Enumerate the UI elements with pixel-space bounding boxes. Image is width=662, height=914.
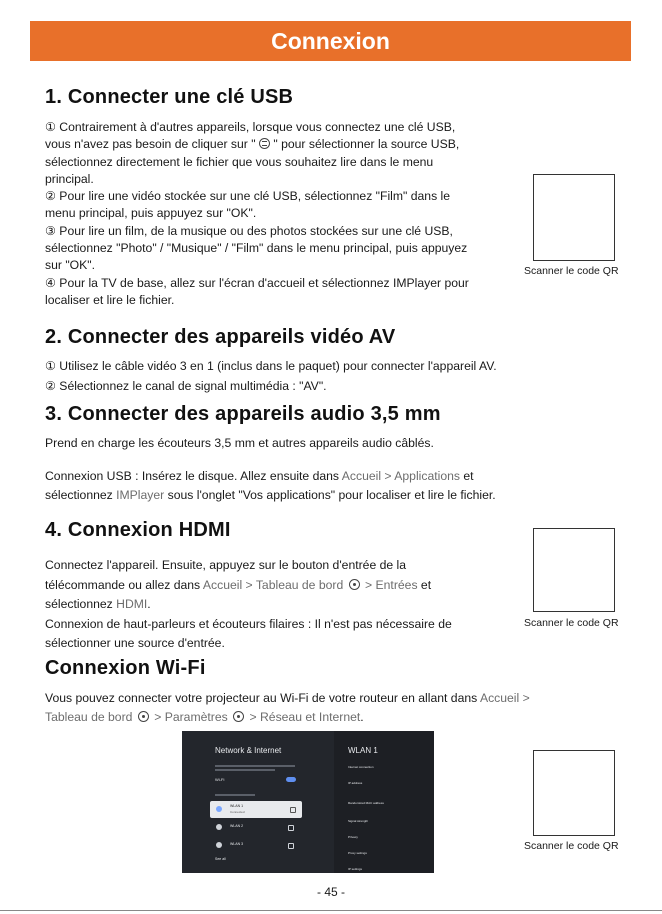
audio-line-3: sélectionnez IMPlayer sous l'onglet "Vos applications" pour localiser et lire le fichier. <box>45 488 496 502</box>
usb-line-9: sur "OK". <box>45 258 95 273</box>
usb-line-2: vous n'avez pas besoin de cliquer sur " " pour sélectionner la source USB, <box>45 137 460 152</box>
usb-paragraph <box>45 119 525 309</box>
tv-wifi-toggle <box>286 777 296 782</box>
tv-r4: Signal strength <box>348 819 369 823</box>
av-line-1: ① Utilisez le câble vidéo 3 en 1 (inclus dans le paquet) pour connecter l'appareil AV. <box>45 359 497 373</box>
tv-lock-icon-3 <box>288 843 294 849</box>
tv-r1: Internet connection <box>348 765 374 769</box>
tv-r3: Randomized MAC address <box>348 801 384 805</box>
menu-icon <box>259 138 270 149</box>
wifi-line-1: Vous pouvez connecter votre projecteur au Wi-Fi de votre routeur en allant dans Accueil > <box>45 691 530 705</box>
hdmi-line-1: Connectez l'appareil. Ensuite, appuyez sur le bouton d'entrée de la <box>45 558 407 572</box>
tv-r5: Privacy <box>348 835 358 839</box>
tv-network-row-1 <box>210 801 302 818</box>
audio-line-2: Connexion USB : Insérez le disque. Allez ensuite dans Accueil > Applications et <box>45 469 474 483</box>
hdmi-line-3: sélectionnez HDMI. <box>45 597 151 611</box>
tv-network-row-2 <box>210 821 302 833</box>
tv-net3-name: WLAN 3 <box>230 842 244 846</box>
tv-desc-line-2 <box>215 769 275 771</box>
av-line-2: ② Sélectionnez le canal de signal multimédia : "AV". <box>45 379 327 394</box>
tv-net1-status: Connected <box>230 810 245 814</box>
settings-gear-icon <box>233 711 244 722</box>
tv-wifi-icon-3 <box>216 842 222 848</box>
heading-wifi: Connexion Wi-Fi <box>45 657 206 679</box>
tv-network-row-3 <box>210 839 302 851</box>
tv-wifi-icon-1 <box>216 806 222 812</box>
page-number: - 45 - <box>316 885 345 899</box>
wifi-line-2: Tableau de bord > Paramètres > Réseau et Internet. <box>45 710 364 724</box>
heading-audio: 3. Connecter des appareils audio 3,5 mm <box>45 403 441 425</box>
tv-lock-icon-2 <box>288 825 294 831</box>
heading-usb: 1. Connecter une clé USB <box>45 86 294 108</box>
dashboard-gear-icon-2 <box>138 711 149 722</box>
heading-hdmi: 4. Connexion HDMI <box>45 519 231 541</box>
usb-line-4: principal. <box>45 171 94 186</box>
usb-line-6: menu principal, puis appuyez sur "OK". <box>45 206 257 221</box>
tv-desc-line <box>215 765 295 767</box>
qr-code-box-3 <box>533 750 615 836</box>
hdmi-line-5: sélectionner une source d'entrée. <box>45 636 225 650</box>
qr-caption-1: Scanner le code QR <box>524 265 619 277</box>
tv-wifi-icon-2 <box>216 824 222 830</box>
qr-code-box-2 <box>533 528 615 612</box>
usb-line-11: localiser et lire le fichier. <box>45 292 175 307</box>
audio-line-1: Prend en charge les écouteurs 3,5 mm et autres appareils audio câblés. <box>45 436 434 450</box>
hdmi-paragraph <box>45 556 515 654</box>
network-settings-screenshot <box>182 731 434 873</box>
tv-r7: IP settings <box>348 867 362 871</box>
tv-lock-icon-1 <box>290 807 296 813</box>
dashboard-gear-icon <box>349 579 360 590</box>
qr-caption-3: Scanner le code QR <box>524 840 619 852</box>
usb-line-5: ② Pour lire une vidéo stockée sur une clé USB, sélectionnez "Film" dans le <box>45 189 451 204</box>
qr-caption-2: Scanner le code QR <box>524 617 619 629</box>
usb-line-7: ③ Pour lire un film, de la musique ou des photos stockées sur une clé USB, <box>45 223 453 238</box>
heading-av: 2. Connecter des appareils vidéo AV <box>45 326 396 348</box>
hdmi-line-2: télécommande ou allez dans Accueil > Tableau de bord > Entrées et <box>45 577 432 592</box>
section-title-banner: Connexion <box>30 21 631 61</box>
tv-available-label <box>215 794 255 796</box>
tv-see-all: See all <box>215 857 226 861</box>
tv-wifi-label: Wi-Fi <box>215 777 225 782</box>
tv-r6: Proxy settings <box>348 851 367 855</box>
usb-line-3: sélectionnez directement le fichier que vous souhaitez lire dans le menu <box>45 154 434 169</box>
usb-line-1: ① Contrairement à d'autres appareils, lorsque vous connectez une clé USB, <box>45 120 456 134</box>
av-paragraph <box>45 358 605 396</box>
tv-net2-name: WLAN 2 <box>230 824 244 828</box>
tv-r2: IP address <box>348 781 363 785</box>
tv-left-title: Network & Internet <box>215 746 282 755</box>
qr-code-box-1 <box>533 174 615 261</box>
usb-line-10: ④ Pour la TV de base, allez sur l'écran d'accueil et sélectionnez IMPlayer pour <box>45 275 469 290</box>
hdmi-line-4: Connexion de haut-parleurs et écouteurs filaires : Il n'est pas nécessaire de <box>45 616 452 631</box>
tv-net1-name: WLAN 1 <box>230 804 244 808</box>
tv-right-title: WLAN 1 <box>348 746 378 755</box>
usb-line-8: sélectionnez "Photo" / "Musique" / "Film" dans le menu principal, puis appuyez <box>45 241 468 256</box>
bottom-rule <box>0 910 662 911</box>
